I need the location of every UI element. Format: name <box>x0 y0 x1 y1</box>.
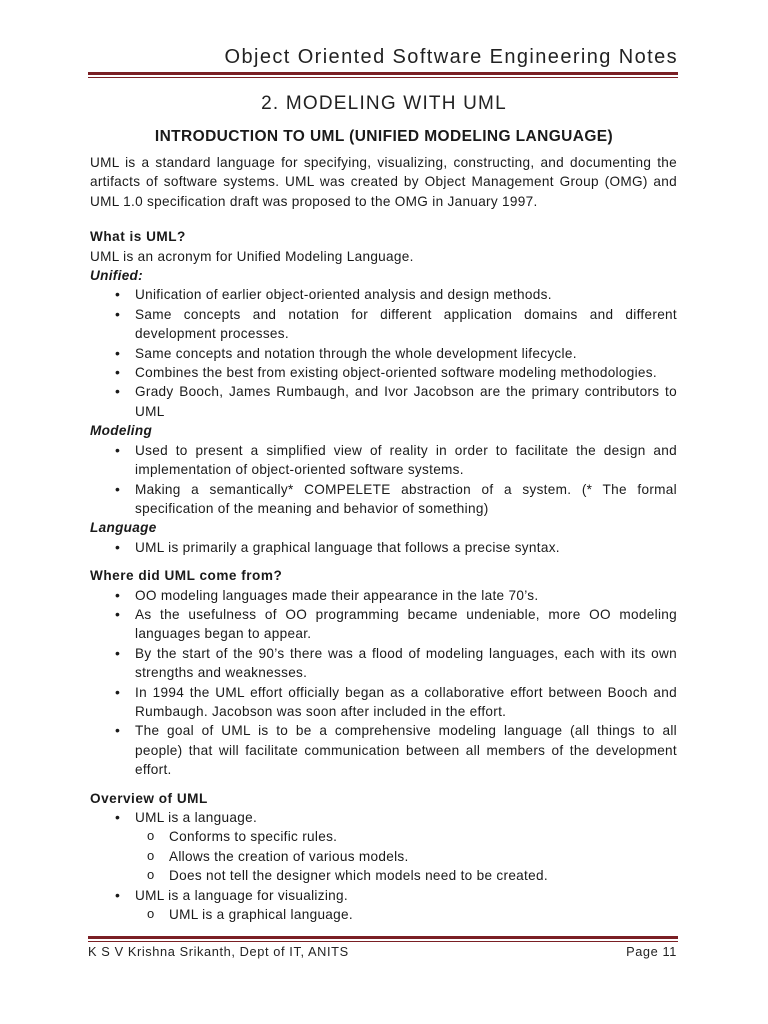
subheading-overview: Overview of UML <box>90 790 208 806</box>
overview-sublist-2 <box>90 905 677 924</box>
chapter-title: 2. MODELING WITH UML <box>261 93 507 114</box>
overview-list-continued <box>90 886 677 905</box>
label-modeling: Modeling <box>90 423 153 439</box>
unified-list <box>90 285 677 421</box>
sub-list-item: o Conforms to specific rules. <box>90 827 677 846</box>
list-item: • UML is a language for visualizing. <box>90 886 677 905</box>
overview-list <box>90 808 677 827</box>
sub-list-item: o Allows the creation of various models. <box>90 847 677 866</box>
list-item: • In 1994 the UML effort officially began as a collaborative effort between Booch and Rumbaugh. Jacobson was soon after included in the effort. <box>90 683 677 722</box>
what-is-uml-text: UML is an acronym for Unified Modeling Language. <box>90 248 414 264</box>
subheading-where-from: Where did UML come from? <box>90 568 283 584</box>
language-list <box>90 538 677 557</box>
section-heading-intro: INTRODUCTION TO UML (UNIFIED MODELING LANGUAGE) <box>154 128 614 145</box>
sub-list-item: o UML is a graphical language. <box>90 905 677 924</box>
list-item: • Used to present a simplified view of reality in order to facilitate the design and implementation of object-oriented software systems. <box>90 441 677 480</box>
list-item: • Same concepts and notation through the whole development lifecycle. <box>90 344 677 363</box>
subheading-what-is-uml: What is UML? <box>90 229 186 245</box>
list-item: • The goal of UML is to be a comprehensive modeling language (all things to all people) that will facilitate communication between all members of the development effort. <box>90 721 677 779</box>
list-item: • Unification of earlier object-oriented analysis and design methods. <box>90 285 677 304</box>
label-unified: Unified: <box>90 268 143 284</box>
intro-paragraph: UML is a standard language for specifying, visualizing, constructing, and documenting the artifacts of software systems. UML was created by Object Management Group (OMG) and UML 1.0 specification draft was proposed to the OMG in January 1997. <box>90 155 677 209</box>
list-item: • UML is a language. <box>90 808 677 827</box>
list-item: • UML is primarily a graphical language that follows a precise syntax. <box>90 538 677 557</box>
page-body <box>90 153 677 924</box>
where-from-list <box>90 586 677 780</box>
overview-sublist <box>90 827 677 885</box>
label-language: Language <box>90 520 157 536</box>
footer-rule <box>88 936 678 942</box>
header-rule <box>88 72 678 78</box>
list-item: • Same concepts and notation for different application domains and different development processes. <box>90 305 677 344</box>
list-item: • Combines the best from existing object-oriented software modeling methodologies. <box>90 363 677 382</box>
running-header: Object Oriented Software Engineering Notes <box>224 46 678 68</box>
list-item: • As the usefulness of OO programming became undeniable, more OO modeling languages began to appear. <box>90 605 677 644</box>
list-item: • By the start of the 90’s there was a flood of modeling languages, each with its own strengths and weaknesses. <box>90 644 677 683</box>
sub-list-item: o Does not tell the designer which models need to be created. <box>90 866 677 885</box>
page-number: Page 11 <box>626 944 677 959</box>
footer-author: K S V Krishna Srikanth, Dept of IT, ANITS <box>88 944 349 959</box>
list-item: • Grady Booch, James Rumbaugh, and Ivor Jacobson are the primary contributors to UML <box>90 382 677 421</box>
modeling-list <box>90 441 677 519</box>
list-item: • OO modeling languages made their appearance in the late 70’s. <box>90 586 677 605</box>
list-item: • Making a semantically* COMPELETE abstraction of a system. (* The formal specification of the meaning and behavior of something) <box>90 480 677 519</box>
